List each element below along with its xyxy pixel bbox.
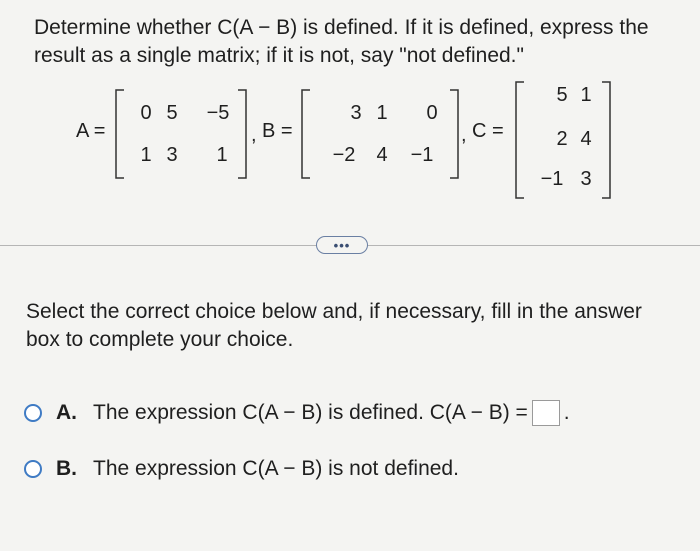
matrix-c-cell: −1 — [540, 168, 564, 190]
instruction-text: Select the correct choice below and, if necessary, fill in the answer box to complete your choice. — [26, 300, 642, 351]
matrix-a-cell: 0 — [140, 102, 152, 124]
expand-more-button[interactable]: ••• — [316, 236, 368, 254]
matrix-c-left-bracket — [514, 80, 526, 200]
radio-button-b[interactable] — [24, 460, 42, 478]
matrix-a-cell: 5 — [166, 102, 178, 124]
matrix-b-separator: , — [461, 124, 467, 146]
matrix-b-left-bracket — [300, 88, 312, 180]
matrix-c-cell: 3 — [580, 168, 592, 190]
matrix-a-left-bracket — [114, 88, 126, 180]
choice-a-suffix: . — [563, 401, 570, 424]
matrix-b-cell: 3 — [350, 102, 362, 124]
matrix-c-right-bracket — [600, 80, 612, 200]
matrix-definitions — [0, 80, 700, 210]
matrix-c-cell: 5 — [556, 84, 568, 106]
matrix-a-cell: −5 — [206, 102, 230, 124]
answer-input-box[interactable] — [532, 400, 560, 426]
problem-prompt: Determine whether C(A − B) is defined. If it is defined, express the result as a single matrix; if it is not, say "not defined." — [34, 16, 649, 67]
choice-a-text: The expression C(A − B) is defined. C(A − B) = — [93, 401, 528, 424]
radio-button-a[interactable] — [24, 404, 42, 422]
matrix-c-label: C = — [472, 120, 504, 142]
matrix-c-cell: 1 — [580, 84, 592, 106]
matrix-a-cell: 1 — [140, 144, 152, 166]
choice-b-letter: B. — [56, 457, 77, 480]
matrix-a-label: A = — [76, 120, 106, 142]
matrix-a-cell: 3 — [166, 144, 178, 166]
matrix-b-right-bracket — [448, 88, 460, 180]
matrix-c-cell: 4 — [580, 128, 592, 150]
matrix-a-separator: , — [251, 124, 257, 146]
matrix-a-right-bracket — [236, 88, 248, 180]
choice-a-letter: A. — [56, 401, 77, 424]
choice-a[interactable] — [24, 398, 570, 428]
choice-b[interactable] — [24, 454, 459, 484]
matrix-b-label: B = — [262, 120, 293, 142]
matrix-c-cell: 2 — [556, 128, 568, 150]
matrix-b-cell: 4 — [376, 144, 388, 166]
choice-b-text: The expression C(A − B) is not defined. — [93, 457, 459, 480]
matrix-a-cell: 1 — [216, 144, 228, 166]
matrix-b-cell: 1 — [376, 102, 388, 124]
matrix-b-cell: −2 — [332, 144, 356, 166]
matrix-b-cell: −1 — [410, 144, 434, 166]
matrix-b-cell: 0 — [426, 102, 438, 124]
